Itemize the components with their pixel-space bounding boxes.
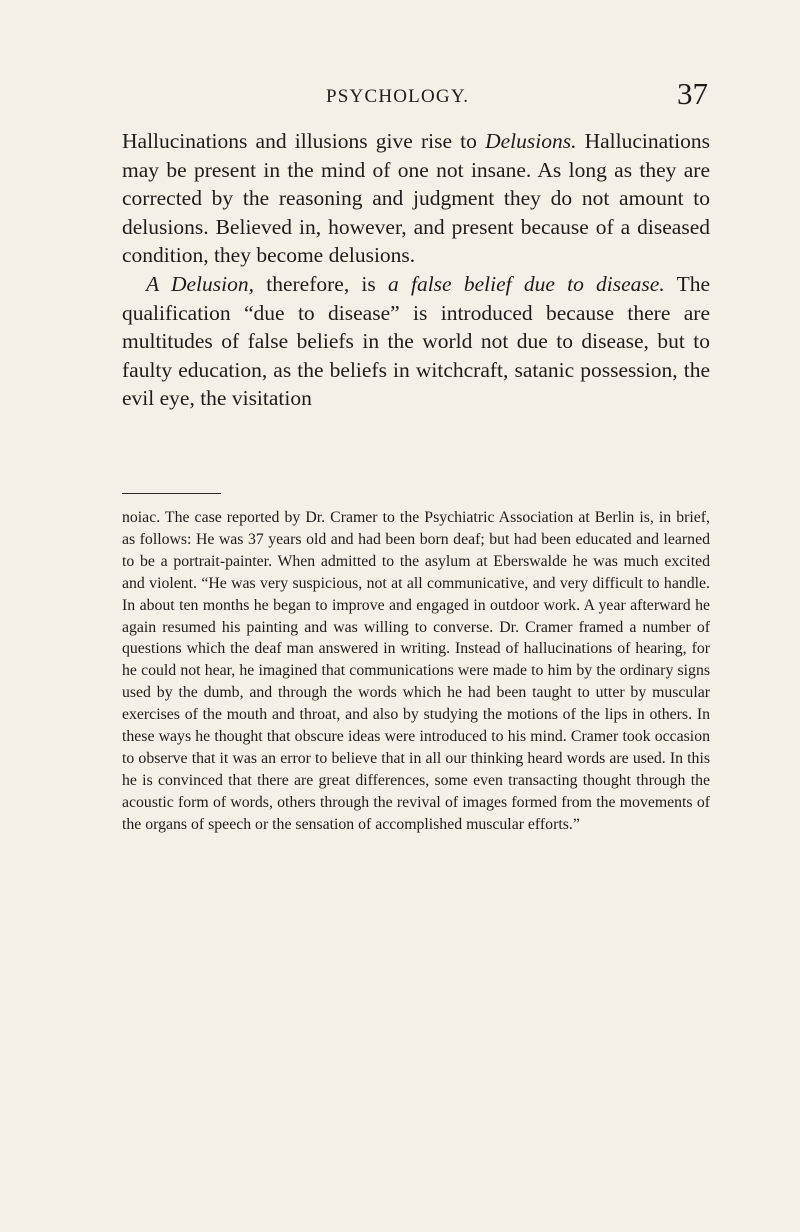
emphasis-delusions: Delusions. bbox=[485, 129, 577, 153]
paragraph-delusions-intro bbox=[122, 127, 710, 270]
footnote-text: noiac. The case reported by Dr. Cramer to the Psychiatric Association at Berlin is, in brief, as follows: He was 37 years old and had been born deaf; but had been educated and learned to be a portrait-painter. When admitted to the asylum at Eberswalde he was much excited and violent. “He was very suspicious, not at all communicative, and very difficult to handle. In about ten months he began to improve and engaged in outdoor work. A year afterward he again resumed his painting and was willing to converse. Dr. Cramer framed a number of questions which the deaf man answered in writing. Instead of hallucinations of hearing, for he could not hear, he imagined that communications were made to him by the ordinary signs used by the dumb, and through the words which he had been taught to utter by muscular exercises of the mouth and throat, and also by studying the motions of the lips in others. In these ways he thought that obscure ideas were introduced to his mind. Cramer took occasion to observe that it was an error to believe that in all our thinking heard words are used. In this he is convinced that there are great differences, some even transacting thought through the acoustic form of words, others through the revival of images formed from the movements of the organs of speech or the sensation of accomplished muscular efforts.” bbox=[122, 509, 710, 833]
running-head bbox=[118, 78, 708, 118]
emphasis-a-delusion: A Delusion, bbox=[146, 271, 254, 296]
paragraph-text: therefore, is bbox=[254, 271, 388, 296]
paragraph-text: Hallucinations and illusions give rise to bbox=[122, 129, 486, 153]
paragraph-text: Hallucinations may be present in the mind of one not insane. As long as they are corrected by the reasoning and judgment they do not amount to delusions. Believed in, however, and present because of a diseased condition, they become delusions. bbox=[122, 129, 711, 268]
page-number: 37 bbox=[677, 76, 708, 111]
footnote bbox=[122, 507, 710, 836]
paragraph-delusion-definition bbox=[122, 270, 710, 413]
paragraph-text: The qualification “due to disease” is introduced because there are multitudes of false beliefs in the world not due to disease, but to faulty education, as the beliefs in witchcraft, satanic possession, the evil eye, the visitation bbox=[122, 271, 710, 411]
emphasis-definition: a false belief due to disease. bbox=[388, 271, 665, 296]
footnote-rule bbox=[122, 493, 221, 494]
body-text bbox=[122, 127, 710, 413]
running-title: PSYCHOLOGY. bbox=[326, 86, 470, 107]
